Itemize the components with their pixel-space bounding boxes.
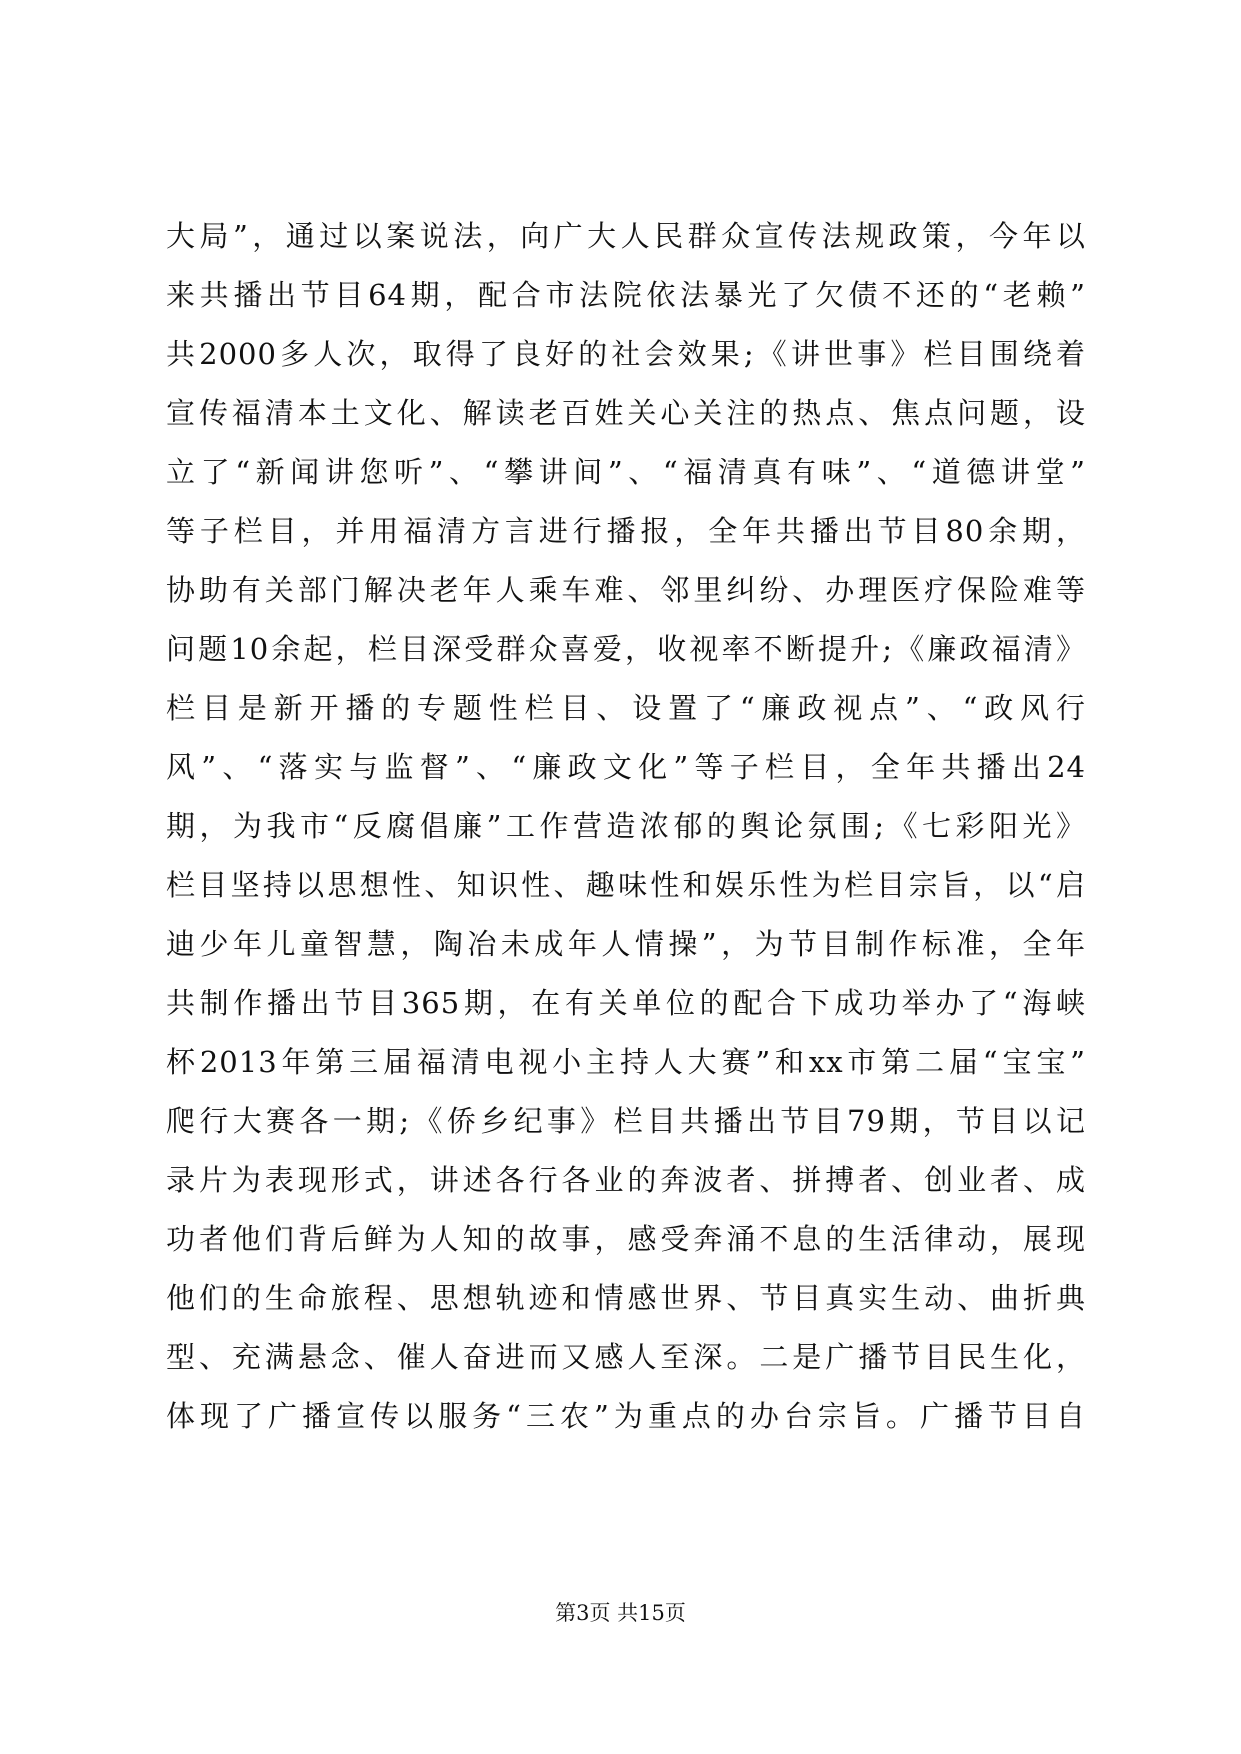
text-line: 栏目坚持以思想性、知识性、趣味性和娱乐性为栏目宗旨，以“启	[166, 868, 1086, 902]
text-line: 共2000多人次，取得了良好的社会效果;《讲世事》栏目围绕着	[166, 337, 1086, 371]
text-line: 大局”，通过以案说法，向广大人民群众宣传法规政策，今年以	[166, 219, 1086, 253]
text-line: 协助有关部门解决老年人乘车难、邻里纠纷、办理医疗保险难等	[166, 573, 1086, 607]
text-line: 录片为表现形式，讲述各行各业的奔波者、拼搏者、创业者、成	[166, 1163, 1086, 1197]
text-line: 来共播出节目64期，配合市法院依法暴光了欠债不还的“老赖”	[166, 278, 1086, 312]
text-line: 风”、“落实与监督”、“廉政文化”等子栏目，全年共播出24	[166, 750, 1086, 784]
text-line: 爬行大赛各一期;《侨乡纪事》栏目共播出节目79期，节目以记	[166, 1104, 1086, 1138]
text-line: 等子栏目，并用福清方言进行播报，全年共播出节目80余期，	[166, 514, 1086, 548]
text-line: 立了“新闻讲您听”、“攀讲间”、“福清真有味”、“道德讲堂”	[166, 455, 1086, 489]
text-line: 宣传福清本土文化、解读老百姓关心关注的热点、焦点问题，设	[166, 396, 1086, 430]
body-paragraph	[166, 207, 1086, 1446]
text-line: 栏目是新开播的专题性栏目、设置了“廉政视点”、“政风行	[166, 691, 1086, 725]
text-line: 功者他们背后鲜为人知的故事，感受奔涌不息的生活律动，展现	[166, 1222, 1086, 1256]
text-line: 迪少年儿童智慧，陶冶未成年人情操”，为节目制作标准，全年	[166, 927, 1086, 961]
text-line: 体现了广播宣传以服务“三农”为重点的办台宗旨。广播节目自	[166, 1399, 1086, 1433]
text-line: 问题10余起，栏目深受群众喜爱，收视率不断提升;《廉政福清》	[166, 632, 1086, 666]
text-line: 他们的生命旅程、思想轨迹和情感世界、节目真实生动、曲折典	[166, 1281, 1086, 1315]
text-line: 期，为我市“反腐倡廉”工作营造浓郁的舆论氛围;《七彩阳光》	[166, 809, 1086, 843]
page-footer	[0, 1598, 1241, 1628]
text-line: 杯2013年第三届福清电视小主持人大赛”和xx市第二届“宝宝”	[166, 1045, 1086, 1079]
page-number-label: 第3页 共15页	[555, 1601, 686, 1625]
text-line: 型、充满悬念、催人奋进而又感人至深。二是广播节目民生化，	[166, 1340, 1086, 1374]
text-line: 共制作播出节目365期，在有关单位的配合下成功举办了“海峡	[166, 986, 1086, 1020]
